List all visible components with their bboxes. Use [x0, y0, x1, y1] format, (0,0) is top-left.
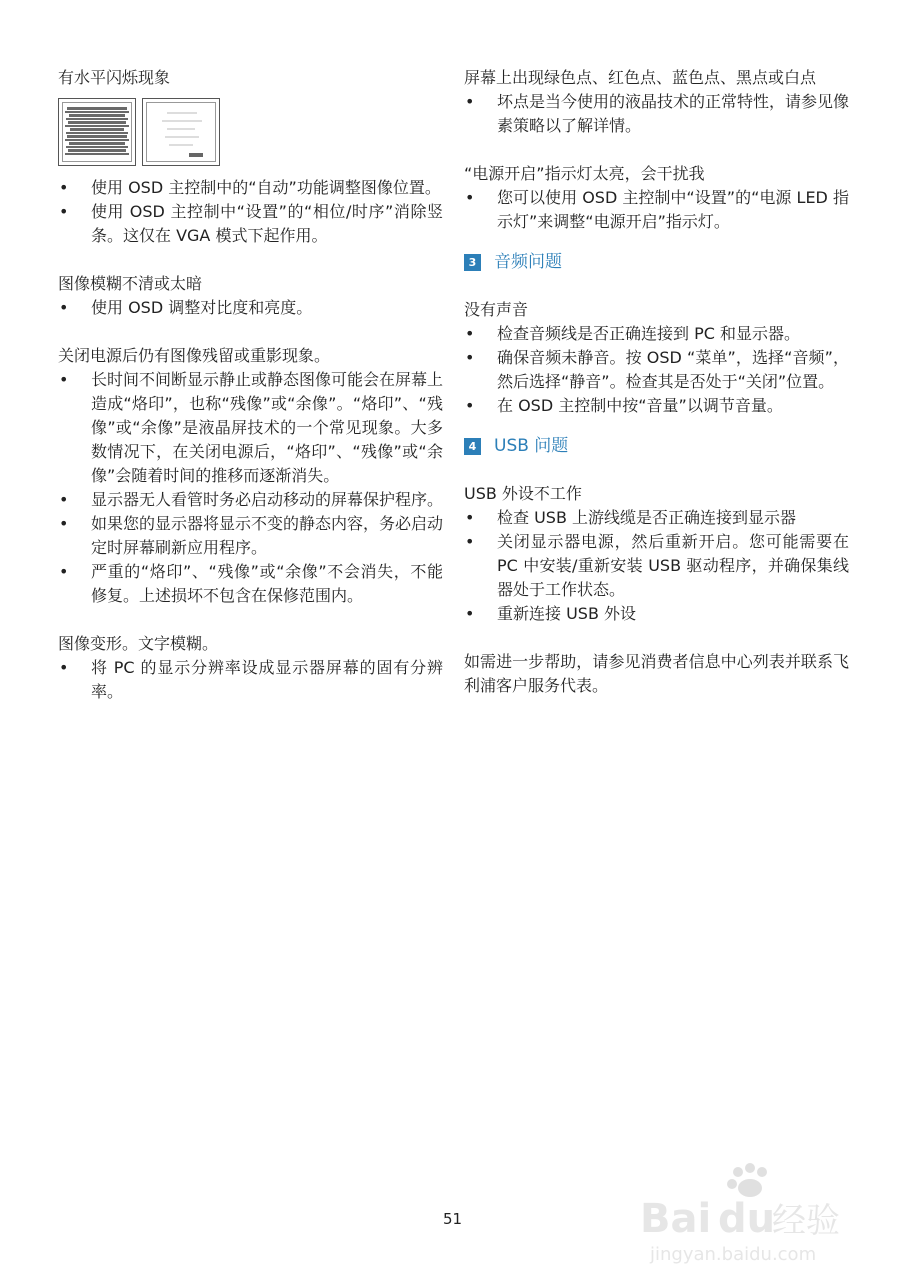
list-no-sound	[464, 322, 849, 418]
list-usb-not-working	[464, 506, 849, 626]
list-item: • 使用 OSD 主控制中“设置”的“相位/时序”消除竖条。这仅在 VGA 模式下起作用。	[58, 200, 443, 248]
list-item: • 重新连接 USB 外设	[464, 602, 849, 626]
list-item: • 显示器无人看管时务必启动移动的屏幕保护程序。	[58, 488, 443, 512]
list-blurry-dark	[58, 296, 443, 320]
section-audio-header	[464, 250, 849, 274]
list-item: • 使用 OSD 主控制中的“自动”功能调整图像位置。	[58, 176, 443, 200]
heading-blurry-dark: 图像模糊不清或太暗	[58, 274, 203, 293]
list-horizontal-flicker	[58, 176, 443, 248]
list-power-led	[464, 186, 849, 234]
list-image-retention	[58, 368, 443, 608]
svg-text:经验: 经验	[772, 1201, 840, 1241]
list-item: • 在 OSD 主控制中按“音量”以调节音量。	[464, 394, 849, 418]
section-title: 音频问题	[494, 252, 562, 272]
list-item: • 关闭显示器电源，然后重新开启。您可能需要在 PC 中安装/重新安装 USB 驱动程序，并确保集线器处于工作状态。	[464, 530, 849, 602]
left-column	[58, 66, 443, 704]
baidu-watermark-logo	[640, 1160, 870, 1270]
normal-lines-graphic	[147, 103, 217, 163]
svg-text:du: du	[718, 1196, 776, 1242]
list-pixel-dots	[464, 90, 849, 138]
heading-no-sound: 没有声音	[464, 300, 529, 319]
heading-distortion: 图像变形。文字模糊。	[58, 634, 219, 653]
page-number: 51	[442, 1210, 463, 1228]
section-usb-header	[464, 434, 849, 458]
heading-image-retention: 关闭电源后仍有图像残留或重影现象。	[58, 346, 331, 365]
list-distortion	[58, 656, 443, 704]
heading-pixel-dots: 屏幕上出现绿色点、红色点、蓝色点、黑点或白点	[464, 68, 817, 87]
section-number-badge: 3	[464, 254, 481, 271]
right-column	[464, 66, 849, 698]
list-item: • 确保音频未静音。按 OSD “菜单”，选择“音频”，然后选择“静音”。检查其是否处于“关闭”位置。	[464, 346, 849, 394]
normal-screen-image	[142, 98, 220, 166]
heading-horizontal-flicker: 有水平闪烁现象	[58, 68, 171, 87]
list-item: • 检查音频线是否正确连接到 PC 和显示器。	[464, 322, 849, 346]
list-item: • 严重的“烙印”、“残像”或“余像”不会消失，不能修复。上述损坏不包含在保修范围内。	[58, 560, 443, 608]
flicker-lines-graphic	[63, 103, 133, 163]
heading-power-led: “电源开启”指示灯太亮，会干扰我	[464, 164, 705, 183]
list-item: • 将 PC 的显示分辨率设成显示器屏幕的固有分辨率。	[58, 656, 443, 704]
svg-text:Bai: Bai	[640, 1196, 712, 1242]
list-item: • 您可以使用 OSD 主控制中“设置”的“电源 LED 指示灯”来调整“电源开启”指示灯。	[464, 186, 849, 234]
section-number-badge: 4	[464, 438, 481, 455]
svg-text:jingyan.baidu.com: jingyan.baidu.com	[650, 1244, 817, 1265]
flicker-illustration	[58, 98, 443, 166]
list-item: • 使用 OSD 调整对比度和亮度。	[58, 296, 443, 320]
list-item: • 如果您的显示器将显示不变的静态内容，务必启动定时屏幕刷新应用程序。	[58, 512, 443, 560]
heading-usb-not-working: USB 外设不工作	[464, 484, 582, 503]
list-item: • 检查 USB 上游线缆是否正确连接到显示器	[464, 506, 849, 530]
section-title: USB 问题	[494, 436, 569, 456]
closing-note: 如需进一步帮助，请参见消费者信息中心列表并联系飞利浦客户服务代表。	[464, 652, 849, 695]
list-item: • 长时间不间断显示静止或静态图像可能会在屏幕上造成“烙印”，也称“残像”或“余像”。“烙印”、“残像”或“余像”是液晶屏技术的一个常见现象。大多数情况下，在关闭电源后，“烙印”、“残像”或“余像”会随着时间的推移而逐渐消失。	[58, 368, 443, 488]
flicker-screen-image	[58, 98, 136, 166]
list-item: • 坏点是当今使用的液晶技术的正常特性，请参见像素策略以了解详情。	[464, 90, 849, 138]
